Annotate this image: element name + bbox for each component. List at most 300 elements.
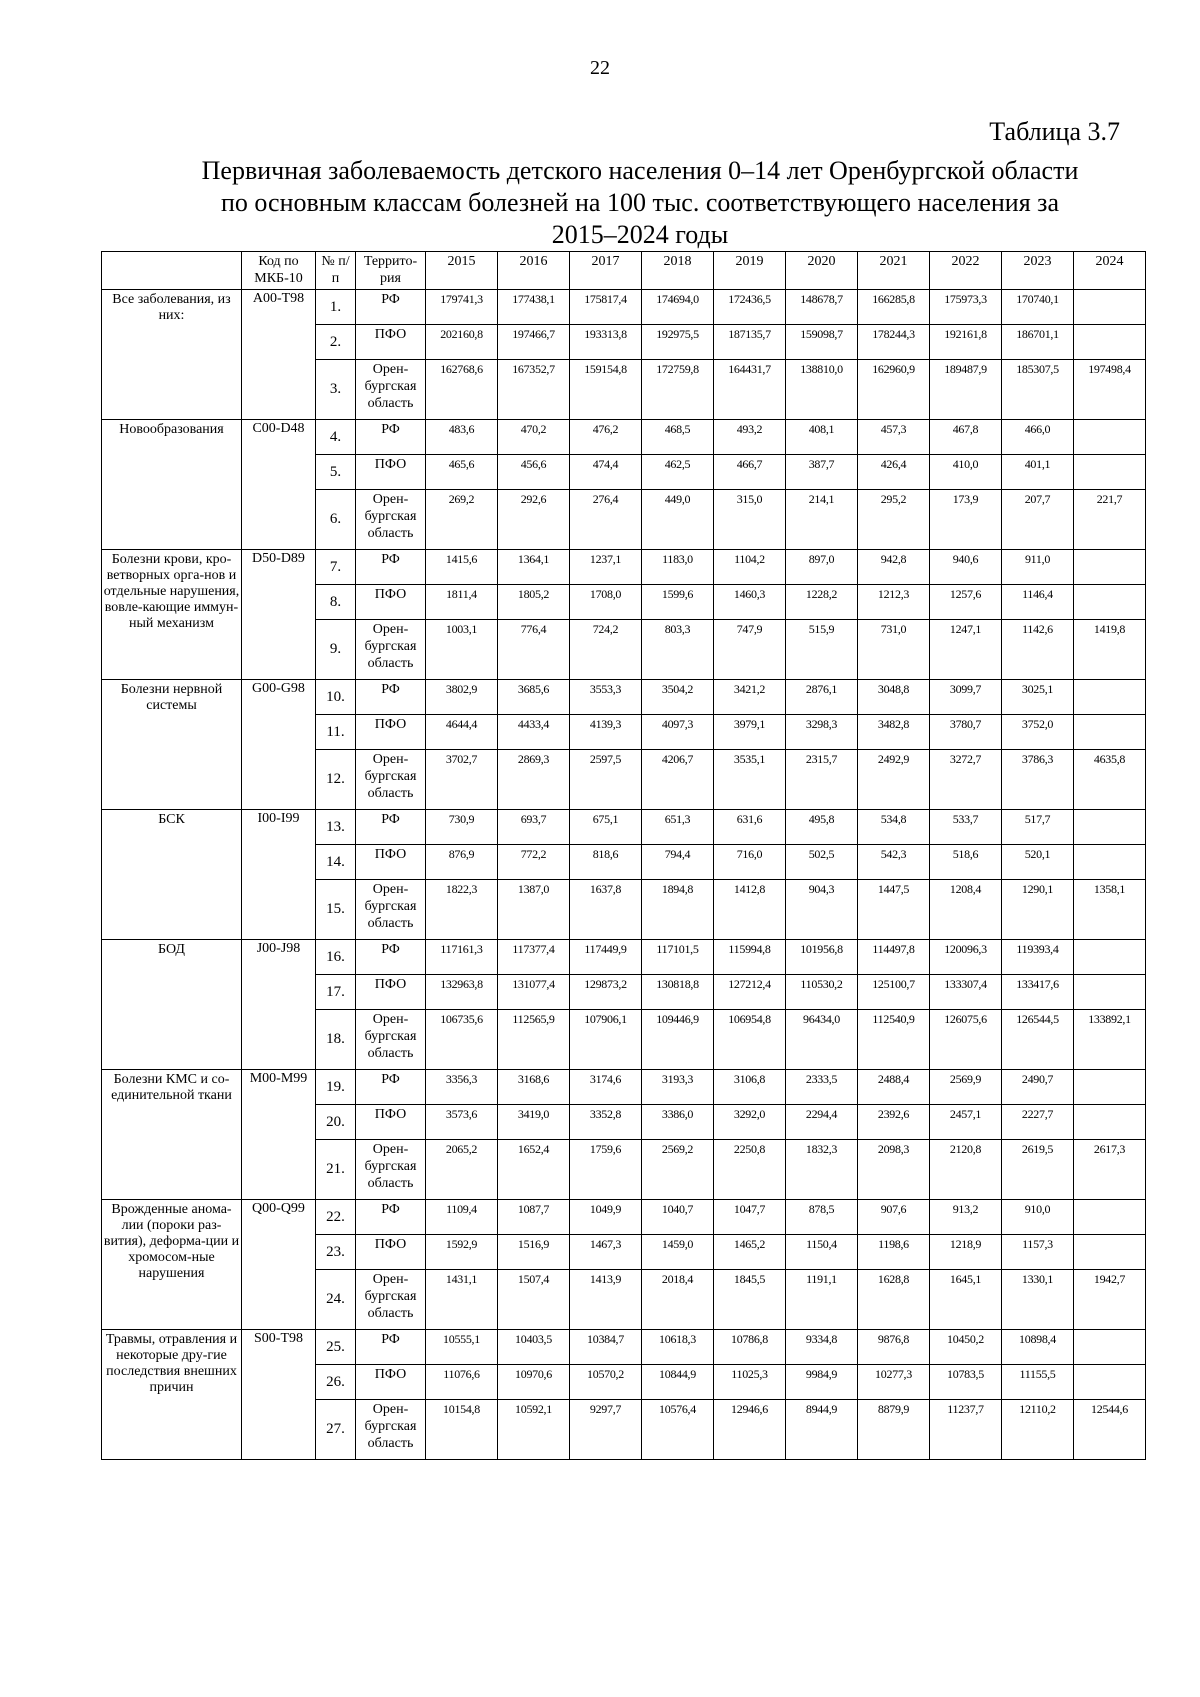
value-cell: 175817,4	[570, 290, 642, 325]
value-cell: 904,3	[786, 880, 858, 940]
value-cell	[1074, 325, 1146, 360]
value-cell: 3979,1	[714, 715, 786, 750]
value-cell: 295,2	[858, 490, 930, 550]
value-cell: 1330,1	[1002, 1270, 1074, 1330]
header-year: 2019	[714, 252, 786, 290]
value-cell: 10450,2	[930, 1330, 1002, 1365]
value-cell: 202160,8	[426, 325, 498, 360]
value-cell: 3356,3	[426, 1070, 498, 1105]
header-icd-code: Код по МКБ-10	[242, 252, 316, 290]
value-cell: 426,4	[858, 455, 930, 490]
value-cell: 10898,4	[1002, 1330, 1074, 1365]
icd-code-cell: D50-D89	[242, 550, 316, 680]
value-cell: 940,6	[930, 550, 1002, 585]
value-cell	[1074, 455, 1146, 490]
value-cell: 172759,8	[642, 360, 714, 420]
territory-cell: Орен-бургская область	[356, 1400, 426, 1460]
value-cell: 803,3	[642, 620, 714, 680]
value-cell: 3421,2	[714, 680, 786, 715]
value-cell: 9297,7	[570, 1400, 642, 1460]
header-year: 2020	[786, 252, 858, 290]
value-cell: 465,6	[426, 455, 498, 490]
value-cell: 1447,5	[858, 880, 930, 940]
value-cell: 517,7	[1002, 810, 1074, 845]
value-cell: 1191,1	[786, 1270, 858, 1330]
value-cell: 276,4	[570, 490, 642, 550]
value-cell: 1822,3	[426, 880, 498, 940]
value-cell: 315,0	[714, 490, 786, 550]
value-cell	[1074, 550, 1146, 585]
value-cell: 2250,8	[714, 1140, 786, 1200]
value-cell: 179741,3	[426, 290, 498, 325]
value-cell: 130818,8	[642, 975, 714, 1010]
territory-cell: ПФО	[356, 325, 426, 360]
value-cell: 2619,5	[1002, 1140, 1074, 1200]
value-cell: 189487,9	[930, 360, 1002, 420]
value-cell: 410,0	[930, 455, 1002, 490]
value-cell: 2392,6	[858, 1105, 930, 1140]
value-cell: 3573,6	[426, 1105, 498, 1140]
value-cell: 187135,7	[714, 325, 786, 360]
value-cell: 162768,6	[426, 360, 498, 420]
row-number-cell: 14.	[316, 845, 356, 880]
disease-class-cell: Болезни крови, кро-ветворных орга-нов и отдельные нарушения, вовле-кающие иммун-ный механизм	[102, 550, 242, 680]
value-cell: 776,4	[498, 620, 570, 680]
value-cell: 1832,3	[786, 1140, 858, 1200]
value-cell: 1467,3	[570, 1235, 642, 1270]
table-row	[102, 290, 1146, 325]
row-number-cell: 13.	[316, 810, 356, 845]
value-cell: 3702,7	[426, 750, 498, 810]
value-cell: 3025,1	[1002, 680, 1074, 715]
icd-code-cell: G00-G98	[242, 680, 316, 810]
page-number: 22	[590, 57, 610, 79]
header-year: 2023	[1002, 252, 1074, 290]
value-cell: 10783,5	[930, 1365, 1002, 1400]
value-cell: 724,2	[570, 620, 642, 680]
value-cell: 197466,7	[498, 325, 570, 360]
value-cell: 2018,4	[642, 1270, 714, 1330]
territory-cell: РФ	[356, 420, 426, 455]
value-cell: 1040,7	[642, 1200, 714, 1235]
value-cell: 3099,7	[930, 680, 1002, 715]
value-cell: 1257,6	[930, 585, 1002, 620]
value-cell: 515,9	[786, 620, 858, 680]
row-number-cell: 12.	[316, 750, 356, 810]
value-cell: 2120,8	[930, 1140, 1002, 1200]
value-cell: 1049,9	[570, 1200, 642, 1235]
value-cell: 3386,0	[642, 1105, 714, 1140]
value-cell: 166285,8	[858, 290, 930, 325]
value-cell	[1074, 420, 1146, 455]
table-title: Первичная заболеваемость детского населения 0–14 лет Оренбургской области по основным классам болезней на 100 тыс. соответствующего населения за 2015–2024 годы	[201, 156, 1079, 249]
value-cell: 109446,9	[642, 1010, 714, 1070]
value-cell: 913,2	[930, 1200, 1002, 1235]
value-cell: 2490,7	[1002, 1070, 1074, 1105]
value-cell: 3535,1	[714, 750, 786, 810]
value-cell: 3504,2	[642, 680, 714, 715]
row-number-cell: 24.	[316, 1270, 356, 1330]
value-cell: 1592,9	[426, 1235, 498, 1270]
value-cell: 2569,9	[930, 1070, 1002, 1105]
territory-cell: Орен-бургская область	[356, 620, 426, 680]
value-cell: 1157,3	[1002, 1235, 1074, 1270]
value-cell	[1074, 680, 1146, 715]
value-cell: 542,3	[858, 845, 930, 880]
value-cell: 269,2	[426, 490, 498, 550]
value-cell: 651,3	[642, 810, 714, 845]
value-cell: 2227,7	[1002, 1105, 1074, 1140]
value-cell: 9984,9	[786, 1365, 858, 1400]
value-cell: 3352,8	[570, 1105, 642, 1140]
value-cell: 125100,7	[858, 975, 930, 1010]
value-cell: 3048,8	[858, 680, 930, 715]
territory-cell: РФ	[356, 940, 426, 975]
value-cell: 3802,9	[426, 680, 498, 715]
value-cell: 910,0	[1002, 1200, 1074, 1235]
value-cell: 1142,6	[1002, 620, 1074, 680]
value-cell: 675,1	[570, 810, 642, 845]
value-cell: 502,5	[786, 845, 858, 880]
disease-class-cell: Новообразования	[102, 420, 242, 550]
value-cell: 11237,7	[930, 1400, 1002, 1460]
value-cell: 1811,4	[426, 585, 498, 620]
value-cell: 1415,6	[426, 550, 498, 585]
value-cell: 2492,9	[858, 750, 930, 810]
value-cell: 3193,3	[642, 1070, 714, 1105]
territory-cell: ПФО	[356, 1105, 426, 1140]
value-cell: 794,4	[642, 845, 714, 880]
value-cell: 9334,8	[786, 1330, 858, 1365]
morbidity-table	[101, 251, 1146, 1460]
value-cell	[1074, 975, 1146, 1010]
value-cell: 518,6	[930, 845, 1002, 880]
value-cell: 495,8	[786, 810, 858, 845]
value-cell: 534,8	[858, 810, 930, 845]
value-cell: 462,5	[642, 455, 714, 490]
value-cell: 114497,8	[858, 940, 930, 975]
value-cell: 1460,3	[714, 585, 786, 620]
value-cell: 401,1	[1002, 455, 1074, 490]
header-year: 2024	[1074, 252, 1146, 290]
value-cell: 133417,6	[1002, 975, 1074, 1010]
value-cell: 456,6	[498, 455, 570, 490]
value-cell: 162960,9	[858, 360, 930, 420]
row-number-cell: 22.	[316, 1200, 356, 1235]
value-cell: 4644,4	[426, 715, 498, 750]
value-cell: 2617,3	[1074, 1140, 1146, 1200]
value-cell: 138810,0	[786, 360, 858, 420]
row-number-cell: 1.	[316, 290, 356, 325]
icd-code-cell: M00-M99	[242, 1070, 316, 1200]
territory-cell: РФ	[356, 1330, 426, 1365]
territory-cell: Орен-бургская область	[356, 750, 426, 810]
territory-cell: РФ	[356, 810, 426, 845]
value-cell: 466,7	[714, 455, 786, 490]
row-number-cell: 11.	[316, 715, 356, 750]
disease-class-cell: Травмы, отравления и некоторые дру-гие последствия внешних причин	[102, 1330, 242, 1460]
value-cell	[1074, 845, 1146, 880]
value-cell: 186701,1	[1002, 325, 1074, 360]
value-cell: 3553,3	[570, 680, 642, 715]
value-cell	[1074, 1200, 1146, 1235]
value-cell: 132963,8	[426, 975, 498, 1010]
row-number-cell: 6.	[316, 490, 356, 550]
value-cell: 12946,6	[714, 1400, 786, 1460]
value-cell: 4433,4	[498, 715, 570, 750]
value-cell: 3780,7	[930, 715, 1002, 750]
value-cell: 3752,0	[1002, 715, 1074, 750]
table-row	[102, 420, 1146, 455]
value-cell: 170740,1	[1002, 290, 1074, 325]
value-cell: 1247,1	[930, 620, 1002, 680]
row-number-cell: 20.	[316, 1105, 356, 1140]
value-cell: 185307,5	[1002, 360, 1074, 420]
value-cell: 1109,4	[426, 1200, 498, 1235]
value-cell: 1212,3	[858, 585, 930, 620]
value-cell: 178244,3	[858, 325, 930, 360]
value-cell: 1358,1	[1074, 880, 1146, 940]
value-cell	[1074, 585, 1146, 620]
territory-cell: Орен-бургская область	[356, 360, 426, 420]
icd-code-cell: A00-T98	[242, 290, 316, 420]
value-cell: 119393,4	[1002, 940, 1074, 975]
value-cell: 693,7	[498, 810, 570, 845]
value-cell: 175973,3	[930, 290, 1002, 325]
value-cell: 2294,4	[786, 1105, 858, 1140]
value-cell: 907,6	[858, 1200, 930, 1235]
value-cell: 192975,5	[642, 325, 714, 360]
value-cell	[1074, 715, 1146, 750]
territory-cell: Орен-бургская область	[356, 880, 426, 940]
row-number-cell: 16.	[316, 940, 356, 975]
table-row	[102, 1070, 1146, 1105]
value-cell: 1364,1	[498, 550, 570, 585]
value-cell: 10592,1	[498, 1400, 570, 1460]
value-cell: 159098,7	[786, 325, 858, 360]
value-cell: 177438,1	[498, 290, 570, 325]
value-cell: 207,7	[1002, 490, 1074, 550]
value-cell: 10384,7	[570, 1330, 642, 1365]
value-cell: 8879,9	[858, 1400, 930, 1460]
icd-code-cell: I00-I99	[242, 810, 316, 940]
value-cell: 214,1	[786, 490, 858, 550]
header-year: 2018	[642, 252, 714, 290]
value-cell: 468,5	[642, 420, 714, 455]
value-cell: 192161,8	[930, 325, 1002, 360]
row-number-cell: 7.	[316, 550, 356, 585]
territory-cell: РФ	[356, 290, 426, 325]
row-number-cell: 23.	[316, 1235, 356, 1270]
value-cell: 129873,2	[570, 975, 642, 1010]
value-cell: 4206,7	[642, 750, 714, 810]
value-cell: 3168,6	[498, 1070, 570, 1105]
value-cell	[1074, 290, 1146, 325]
value-cell: 1845,5	[714, 1270, 786, 1330]
table-label: Таблица 3.7	[989, 117, 1120, 146]
value-cell: 1290,1	[1002, 880, 1074, 940]
value-cell: 1708,0	[570, 585, 642, 620]
value-cell: 1628,8	[858, 1270, 930, 1330]
value-cell: 730,9	[426, 810, 498, 845]
value-cell: 716,0	[714, 845, 786, 880]
disease-class-cell: Все заболевания, из них:	[102, 290, 242, 420]
value-cell: 2488,4	[858, 1070, 930, 1105]
row-number-cell: 10.	[316, 680, 356, 715]
row-number-cell: 15.	[316, 880, 356, 940]
territory-cell: Орен-бургская область	[356, 490, 426, 550]
value-cell: 1805,2	[498, 585, 570, 620]
value-cell: 117377,4	[498, 940, 570, 975]
territory-cell: ПФО	[356, 975, 426, 1010]
value-cell: 117449,9	[570, 940, 642, 975]
value-cell	[1074, 810, 1146, 845]
value-cell: 897,0	[786, 550, 858, 585]
value-cell: 292,6	[498, 490, 570, 550]
territory-cell: РФ	[356, 1070, 426, 1105]
value-cell: 2569,2	[642, 1140, 714, 1200]
row-number-cell: 19.	[316, 1070, 356, 1105]
value-cell: 174694,0	[642, 290, 714, 325]
value-cell: 4635,8	[1074, 750, 1146, 810]
value-cell: 1516,9	[498, 1235, 570, 1270]
value-cell: 11076,6	[426, 1365, 498, 1400]
icd-code-cell: C00-D48	[242, 420, 316, 550]
value-cell: 457,3	[858, 420, 930, 455]
row-number-cell: 25.	[316, 1330, 356, 1365]
value-cell: 9876,8	[858, 1330, 930, 1365]
row-number-cell: 4.	[316, 420, 356, 455]
table-row	[102, 550, 1146, 585]
value-cell: 1198,6	[858, 1235, 930, 1270]
value-cell: 112565,9	[498, 1010, 570, 1070]
value-cell: 1104,2	[714, 550, 786, 585]
value-cell: 193313,8	[570, 325, 642, 360]
value-cell: 101956,8	[786, 940, 858, 975]
territory-cell: ПФО	[356, 455, 426, 490]
value-cell	[1074, 1235, 1146, 1270]
value-cell: 1942,7	[1074, 1270, 1146, 1330]
value-cell: 4097,3	[642, 715, 714, 750]
value-cell: 1465,2	[714, 1235, 786, 1270]
value-cell: 8944,9	[786, 1400, 858, 1460]
value-cell: 3272,7	[930, 750, 1002, 810]
icd-code-cell: S00-T98	[242, 1330, 316, 1460]
value-cell: 449,0	[642, 490, 714, 550]
table-row	[102, 810, 1146, 845]
territory-cell: Орен-бургская область	[356, 1010, 426, 1070]
value-cell: 1208,4	[930, 880, 1002, 940]
value-cell: 1599,6	[642, 585, 714, 620]
value-cell: 2869,3	[498, 750, 570, 810]
value-cell: 1419,8	[1074, 620, 1146, 680]
value-cell: 1759,6	[570, 1140, 642, 1200]
value-cell: 10576,4	[642, 1400, 714, 1460]
value-cell: 1218,9	[930, 1235, 1002, 1270]
value-cell: 878,5	[786, 1200, 858, 1235]
row-number-cell: 27.	[316, 1400, 356, 1460]
value-cell: 2876,1	[786, 680, 858, 715]
value-cell: 10786,8	[714, 1330, 786, 1365]
value-cell	[1074, 940, 1146, 975]
value-cell: 167352,7	[498, 360, 570, 420]
value-cell: 106735,6	[426, 1010, 498, 1070]
value-cell	[1074, 1330, 1146, 1365]
row-number-cell: 17.	[316, 975, 356, 1010]
value-cell: 942,8	[858, 550, 930, 585]
value-cell: 1412,8	[714, 880, 786, 940]
disease-class-cell: Врожденные анома-лии (пороки раз-вития), деформа-ции и хромосом-ные нарушения	[102, 1200, 242, 1330]
row-number-cell: 8.	[316, 585, 356, 620]
icd-code-cell: J00-J98	[242, 940, 316, 1070]
value-cell: 2065,2	[426, 1140, 498, 1200]
disease-class-cell: Болезни нервной системы	[102, 680, 242, 810]
value-cell: 772,2	[498, 845, 570, 880]
disease-class-cell: Болезни КМС и со-единительной ткани	[102, 1070, 242, 1200]
value-cell: 1413,9	[570, 1270, 642, 1330]
row-number-cell: 21.	[316, 1140, 356, 1200]
value-cell: 1183,0	[642, 550, 714, 585]
value-cell: 12544,6	[1074, 1400, 1146, 1460]
value-cell: 1146,4	[1002, 585, 1074, 620]
value-cell: 470,2	[498, 420, 570, 455]
value-cell: 133307,4	[930, 975, 1002, 1010]
header-year: 2017	[570, 252, 642, 290]
value-cell: 1237,1	[570, 550, 642, 585]
value-cell: 10154,8	[426, 1400, 498, 1460]
value-cell: 876,9	[426, 845, 498, 880]
icd-code-cell: Q00-Q99	[242, 1200, 316, 1330]
value-cell: 110530,2	[786, 975, 858, 1010]
value-cell: 172436,5	[714, 290, 786, 325]
value-cell: 1459,0	[642, 1235, 714, 1270]
value-cell: 12110,2	[1002, 1400, 1074, 1460]
row-number-cell: 2.	[316, 325, 356, 360]
value-cell: 148678,7	[786, 290, 858, 325]
row-number-cell: 5.	[316, 455, 356, 490]
value-cell: 126075,6	[930, 1010, 1002, 1070]
value-cell: 474,4	[570, 455, 642, 490]
value-cell: 3482,8	[858, 715, 930, 750]
header-year: 2015	[426, 252, 498, 290]
value-cell: 11155,5	[1002, 1365, 1074, 1400]
territory-cell: Орен-бургская область	[356, 1140, 426, 1200]
value-cell: 10403,5	[498, 1330, 570, 1365]
value-cell: 117161,3	[426, 940, 498, 975]
table-header-row	[102, 252, 1146, 290]
disease-class-cell: БОД	[102, 940, 242, 1070]
value-cell: 483,6	[426, 420, 498, 455]
value-cell: 747,9	[714, 620, 786, 680]
value-cell: 493,2	[714, 420, 786, 455]
table-row	[102, 680, 1146, 715]
value-cell: 117101,5	[642, 940, 714, 975]
value-cell	[1074, 1070, 1146, 1105]
value-cell: 1637,8	[570, 880, 642, 940]
row-number-cell: 9.	[316, 620, 356, 680]
value-cell: 1003,1	[426, 620, 498, 680]
table-body	[102, 290, 1146, 1460]
value-cell: 467,8	[930, 420, 1002, 455]
value-cell: 10970,6	[498, 1365, 570, 1400]
table-row	[102, 1330, 1146, 1365]
value-cell: 818,6	[570, 845, 642, 880]
value-cell: 10618,3	[642, 1330, 714, 1365]
row-number-cell: 26.	[316, 1365, 356, 1400]
value-cell	[1074, 1105, 1146, 1140]
value-cell: 112540,9	[858, 1010, 930, 1070]
value-cell: 197498,4	[1074, 360, 1146, 420]
